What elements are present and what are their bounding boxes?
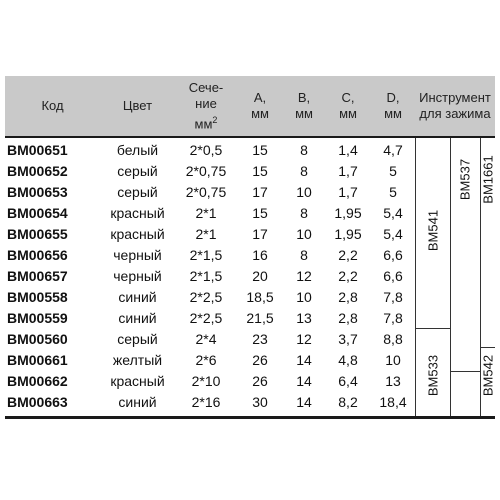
cell-c: 1,95 xyxy=(334,205,362,221)
cell-d: 18,4 xyxy=(379,394,407,410)
cell-b: 8 xyxy=(300,163,308,179)
cell-c: 4,8 xyxy=(338,352,358,368)
cell-b: 10 xyxy=(296,184,312,200)
cell-section: 2*1,5 xyxy=(189,247,223,263)
table-row xyxy=(5,182,495,203)
cell-a: 26 xyxy=(252,373,268,389)
cell-code: BM00651 xyxy=(7,142,68,158)
cell-section: 2*6 xyxy=(195,352,217,368)
cell-d: 5 xyxy=(389,163,397,179)
cell-c: 2,8 xyxy=(338,289,358,305)
cell-code: BM00656 xyxy=(7,247,68,263)
cell-color: красный xyxy=(110,205,165,221)
cell-b: 12 xyxy=(296,331,312,347)
header-section-line2: ние xyxy=(195,95,217,111)
table-row xyxy=(5,287,495,308)
cell-a: 17 xyxy=(252,226,268,242)
table-row xyxy=(5,371,495,392)
cell-code: BM00653 xyxy=(7,184,68,200)
cell-d: 6,6 xyxy=(383,247,403,263)
cell-d: 8,8 xyxy=(383,331,403,347)
header-a: A, мм xyxy=(251,90,269,121)
cell-color: синий xyxy=(118,289,157,305)
header-divider xyxy=(5,136,495,138)
cell-color: черный xyxy=(113,268,162,284)
cell-d: 7,8 xyxy=(383,310,403,326)
tool-bm537-bottom xyxy=(450,371,480,372)
cell-color: синий xyxy=(118,310,157,326)
tool-bm1661: BM1661 xyxy=(480,155,496,204)
table-row xyxy=(5,266,495,287)
cell-c: 2,8 xyxy=(338,310,358,326)
cell-section: 2*0,75 xyxy=(185,163,227,179)
cell-color: серый xyxy=(117,331,158,347)
cell-a: 15 xyxy=(252,163,268,179)
cell-code: BM00558 xyxy=(7,289,68,305)
cell-section: 2*0,5 xyxy=(189,142,223,158)
cell-code: BM00663 xyxy=(7,394,68,410)
cell-code: BM00655 xyxy=(7,226,68,242)
table-row xyxy=(5,350,495,371)
cell-a: 23 xyxy=(252,331,268,347)
table-row xyxy=(5,161,495,182)
header-color-label: Цвет xyxy=(122,98,153,113)
cell-a: 20 xyxy=(252,268,268,284)
header-section-line1: Сече- xyxy=(188,79,224,95)
header-color xyxy=(100,76,175,136)
table-row xyxy=(5,140,495,161)
table-row xyxy=(5,245,495,266)
cell-c: 1,7 xyxy=(338,184,358,200)
cell-color: серый xyxy=(117,184,158,200)
table-row xyxy=(5,392,495,413)
tool-bm537: BM537 xyxy=(457,158,473,201)
header-section xyxy=(175,76,237,136)
cell-color: черный xyxy=(113,247,162,263)
cell-b: 13 xyxy=(296,310,312,326)
cell-d: 10 xyxy=(385,352,401,368)
cell-section: 2*2,5 xyxy=(189,289,223,305)
cell-b: 14 xyxy=(296,352,312,368)
cell-color: белый xyxy=(116,142,159,158)
cell-code: BM00657 xyxy=(7,268,68,284)
cell-section: 2*16 xyxy=(191,394,221,410)
cell-section: 2*1,5 xyxy=(189,268,223,284)
cell-c: 3,7 xyxy=(338,331,358,347)
cell-b: 10 xyxy=(296,226,312,242)
table-row xyxy=(5,329,495,350)
cell-c: 6,4 xyxy=(338,373,358,389)
cell-a: 18,5 xyxy=(246,289,274,305)
cell-c: 1,4 xyxy=(338,142,358,158)
tool-col-divider-1 xyxy=(415,138,416,416)
cell-a: 15 xyxy=(252,142,268,158)
table-header xyxy=(5,76,495,136)
header-section-unit: $мм^2$ xyxy=(194,114,218,132)
cell-code: BM00661 xyxy=(7,352,68,368)
cell-b: 8 xyxy=(300,142,308,158)
header-code-label: Код xyxy=(41,98,64,113)
cell-section: 2*4 xyxy=(195,331,217,347)
cell-b: 8 xyxy=(300,247,308,263)
tool-col-divider-2 xyxy=(450,138,451,416)
cell-section: 2*1 xyxy=(195,226,217,242)
cell-code: BM00560 xyxy=(7,331,68,347)
cell-b: 14 xyxy=(296,394,312,410)
cell-code: BM00654 xyxy=(7,205,68,221)
cell-d: 5,4 xyxy=(383,205,403,221)
table-bottom-border xyxy=(5,416,495,419)
header-tool: Инструмент для зажима xyxy=(419,90,491,121)
cell-a: 16 xyxy=(252,247,268,263)
cell-d: 6,6 xyxy=(383,268,403,284)
cell-b: 10 xyxy=(296,289,312,305)
cell-a: 30 xyxy=(252,394,268,410)
cell-c: 8,2 xyxy=(338,394,358,410)
cell-color: красный xyxy=(110,226,165,242)
cell-section: 2*10 xyxy=(191,373,221,389)
table-row xyxy=(5,224,495,245)
product-table xyxy=(5,76,495,420)
header-d: D, мм xyxy=(384,90,402,121)
cell-code: BM00652 xyxy=(7,163,68,179)
cell-b: 8 xyxy=(300,205,308,221)
tool-bm541: BM541 xyxy=(425,209,441,252)
cell-c: 2,2 xyxy=(338,268,358,284)
table-row xyxy=(5,308,495,329)
cell-d: 5,4 xyxy=(383,226,403,242)
tool-bm542: BM542 xyxy=(480,354,496,397)
cell-a: 21,5 xyxy=(246,310,274,326)
table-row xyxy=(5,203,495,224)
cell-d: 5 xyxy=(389,184,397,200)
cell-color: серый xyxy=(117,163,158,179)
cell-d: 4,7 xyxy=(383,142,403,158)
cell-section: 2*1 xyxy=(195,205,217,221)
cell-code: BM00559 xyxy=(7,310,68,326)
cell-d: 13 xyxy=(385,373,401,389)
cell-code: BM00662 xyxy=(7,373,68,389)
cell-a: 15 xyxy=(252,205,268,221)
tool-bm533: BM533 xyxy=(425,354,441,397)
cell-color: желтый xyxy=(112,352,163,368)
header-b: B, мм xyxy=(295,90,313,121)
cell-c: 1,7 xyxy=(338,163,358,179)
tool-bm541-bottom xyxy=(415,328,450,329)
header-c: C, мм xyxy=(339,90,357,121)
cell-color: красный xyxy=(110,373,165,389)
cell-c: 2,2 xyxy=(338,247,358,263)
cell-d: 7,8 xyxy=(383,289,403,305)
cell-c: 1,95 xyxy=(334,226,362,242)
cell-b: 12 xyxy=(296,268,312,284)
cell-section: 2*2,5 xyxy=(189,310,223,326)
cell-section: 2*0,75 xyxy=(185,184,227,200)
cell-a: 26 xyxy=(252,352,268,368)
cell-color: синий xyxy=(118,394,157,410)
cell-b: 14 xyxy=(296,373,312,389)
header-code xyxy=(5,76,100,136)
cell-a: 17 xyxy=(252,184,268,200)
